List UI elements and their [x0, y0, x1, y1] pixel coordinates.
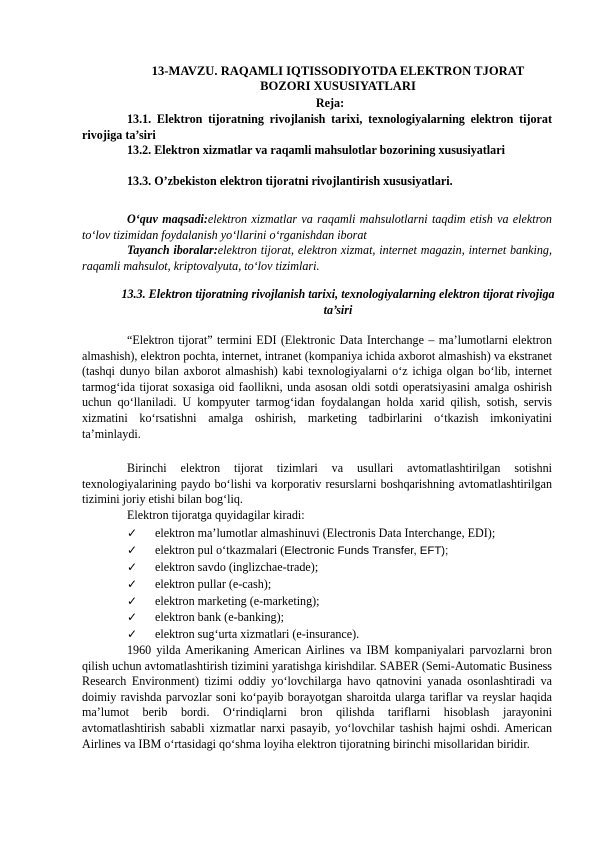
list-item: ✓ elektron pul o‘tkazmalari (Electronic Funds Transfer, EFT); [127, 542, 449, 557]
key-terms-label: Tayanch iboralar: [127, 243, 218, 257]
key-terms-text: elektron tijorat, elektron xizmat, internet magazin, internet banking, raqamli mahsulot, kriptovalyuta, to‘lov tizimlari. [82, 243, 552, 273]
title-line-1: 13-MAVZU. RAQAMLI IQTISSODIYOTDA ELEKTRON TJORAT [151, 64, 525, 78]
list-item: ✓ elektron ma’lumotlar almashinuvi (Electronis Data Interchange, EDI); [127, 526, 496, 540]
page-title [114, 64, 562, 94]
checkmark-icon: ✓ [127, 627, 138, 642]
checkmark-icon: ✓ [127, 542, 138, 557]
checkmark-icon: ✓ [127, 559, 138, 574]
key-terms [82, 243, 552, 274]
section-number: 13.3. [121, 287, 146, 301]
paragraph-4: 1960 yilda Amerikaning American Airlines va IBM kompaniyalari parvozlarni bron qilish uchun avtomatlashtirish tizimini yaratishga kirishdilar. SABER (Semi-Automatic Business Research Environment) tizimi oddiy yo‘lovchilarga havo qatnovini yanada osonlashtiradi va doimiy ravishda parvozlar soni ko‘payib borayotgan sharoitda ularga tariflar va reyslar haqida ma’lumot berib bordi. O‘rindiqlarni bron qilishda tariflarni hisoblash jarayonini avtomatlashtirish sababli xizmatlar narxi pasayib, yo‘lovchilar tashish hajmi oshdi. American Airlines va IBM o‘rtasidagi qo‘shma loyiha elektron tijoratning birinchi misollaridan biridir. [82, 643, 552, 751]
plan-item-2: 13.2. Elektron xizmatlar va raqamli mahsulotlar bozorining xususiyatlari [127, 143, 505, 157]
list-item: ✓ elektron savdo (inglizchae-trade); [127, 559, 319, 574]
bullet-list [127, 526, 567, 644]
learning-goal-text: elektron xizmatlar va raqamli mahsulotlarni taqdim etish va elektron to‘lov tizimidan foydalanish yo‘llarini o‘rganishdan iborat [82, 212, 552, 242]
plan-heading: Reja: [315, 96, 345, 110]
checkmark-icon: ✓ [127, 610, 138, 625]
title-line-2: BOZORI XUSUSIYATLARI [260, 79, 416, 94]
checkmark-icon: ✓ [127, 526, 138, 540]
learning-goal [82, 212, 552, 243]
learning-goal-label: O‘quv maqsadi: [127, 212, 208, 226]
paragraph-1: “Elektron tijorat” termini EDI (Elektronic Data Interchange – ma’lumotlarni elektron almashish), elektron pochta, internet, intranet (kompaniya ichida axborot almashish) va ekstranet (tashqi dunyo bilan axborot almashish) kabi texnologiyalarni o‘z ichiga olgan bo‘lib, internet tarmog‘ida tijorat soxasiga oid faollikni, unda asosan oldi sotdi operatsiyasini amalga oshirish uchun qo‘llaniladi. U kompyuter tarmog‘idan foydalangan holda xarid qilish, sotish, servis xizmatini ko‘rsatishni amalga oshirish, marketing tadbirlarini o‘tkazish imkoniyatini ta’minlaydi. [82, 333, 552, 441]
list-item: ✓ elektron pullar (e-cash); [127, 576, 272, 591]
list-item: ✓ elektron marketing (e-marketing); [127, 593, 320, 608]
plan-item-1: 13.1. Elektron tijoratning rivojlanish tarixi, texnologiyalarning elektron tijorat rivojiga ta’siri [82, 112, 552, 142]
checkmark-icon: ✓ [127, 576, 138, 591]
section-title: Elektron tijoratning rivojlanish tarixi, texnologiyalarning elektron tijorat rivojiga ta’siri [148, 287, 555, 317]
list-item: ✓ elektron sug‘urta xizmatlari (e-insurance). [127, 627, 360, 642]
paragraph-3: Elektron tijoratga quyidagilar kiradi: [127, 508, 305, 522]
plan-item-3: 13.3. O’zbekiston elektron tijoratni rivojlantirish xususiyatlari. [127, 174, 453, 188]
paragraph-2: Birinchi elektron tijorat tizimlari va usullari avtomatlashtirilgan sotishni texnologiyalarining paydo bo‘lishi va korporativ resurslarni boshqarishning avtomatlashtirilgan tizimini joriy etishi bilan bog‘liq. [82, 461, 552, 507]
checkmark-icon: ✓ [127, 593, 138, 608]
section-heading [114, 287, 562, 318]
list-item: ✓ elektron bank (e-banking); [127, 610, 284, 625]
